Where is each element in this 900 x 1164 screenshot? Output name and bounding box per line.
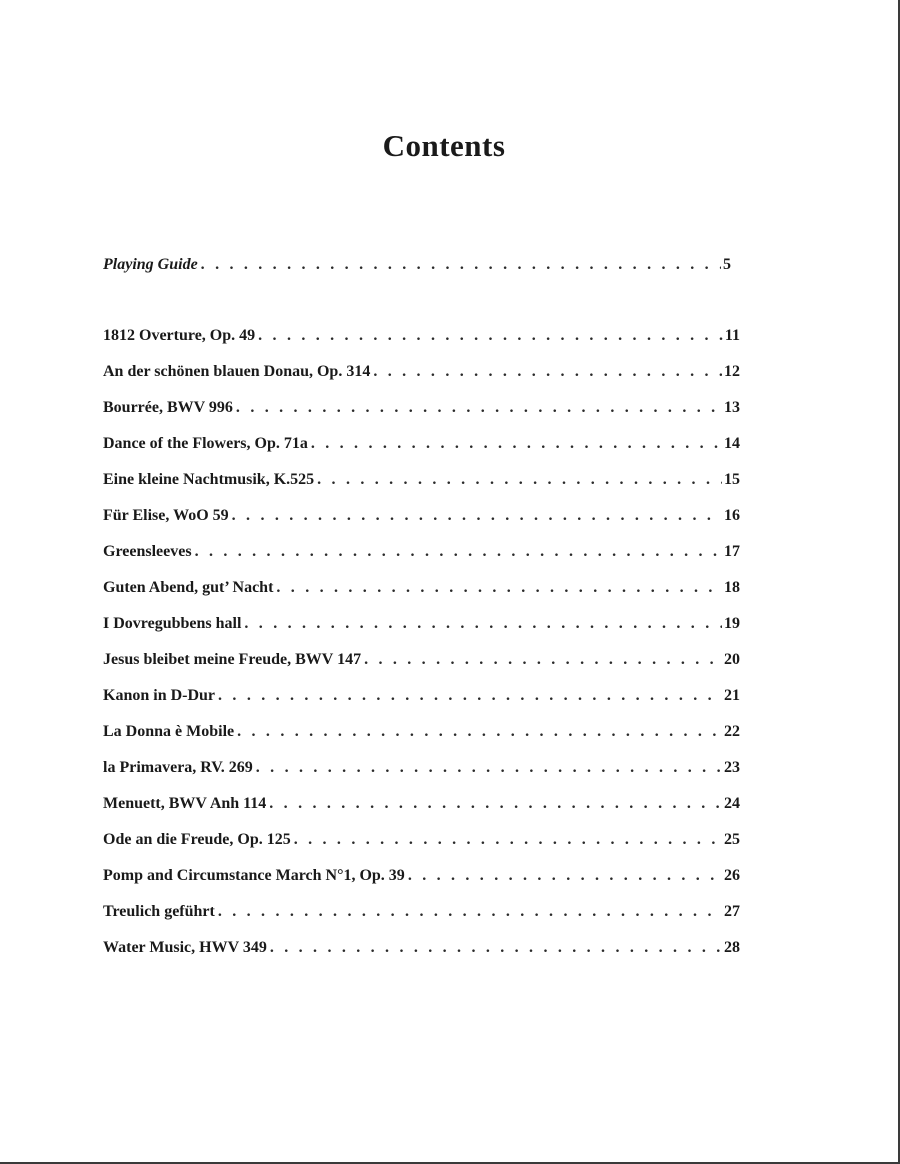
dot-leader	[232, 507, 722, 525]
entry-title: Treulich geführt	[103, 903, 215, 920]
page-number: 5	[723, 256, 731, 273]
toc-entry[interactable]	[103, 507, 740, 525]
dot-leader	[237, 723, 722, 741]
dot-leader	[311, 435, 722, 453]
page-number: 25	[724, 831, 740, 848]
dot-leader	[408, 867, 722, 885]
entry-title: la Primavera, RV. 269	[103, 759, 253, 776]
page-title: Contents	[382, 128, 506, 163]
toc-entry[interactable]	[103, 435, 740, 453]
dot-leader	[256, 759, 722, 777]
entry-title: Jesus bleibet meine Freude, BWV 147	[103, 651, 362, 668]
toc-entry[interactable]	[103, 363, 740, 381]
dot-leader	[276, 579, 722, 597]
dot-leader	[317, 471, 722, 489]
dot-leader	[269, 795, 722, 813]
dot-leader	[218, 687, 722, 705]
dot-leader	[195, 543, 722, 561]
toc-entry[interactable]	[103, 579, 740, 597]
dot-leader	[201, 256, 721, 274]
page-number: 18	[724, 579, 740, 596]
page-number: 20	[724, 651, 740, 668]
toc-entry[interactable]	[103, 651, 740, 669]
dot-leader	[294, 831, 722, 849]
page-number: 16	[724, 507, 740, 524]
toc-entry[interactable]	[103, 903, 740, 921]
entry-title: Eine kleine Nachtmusik, K.525	[103, 471, 315, 488]
entry-title: I Dovregubbens hall	[103, 615, 242, 632]
toc-entry[interactable]	[103, 795, 740, 813]
entry-title: Bourrée, BWV 996	[103, 399, 233, 416]
dot-leader	[236, 399, 722, 417]
dot-leader	[373, 363, 722, 381]
page-number: 27	[724, 903, 740, 920]
toc-entry[interactable]	[103, 759, 740, 777]
page-number: 24	[724, 795, 740, 812]
page-number: 28	[724, 939, 740, 956]
page-number: 11	[724, 327, 740, 344]
dot-leader	[258, 327, 723, 345]
toc-entry[interactable]	[103, 939, 740, 957]
toc-entry[interactable]	[103, 831, 740, 849]
entry-title: Guten Abend, gut’ Nacht	[103, 579, 274, 596]
page-number: 14	[724, 435, 740, 452]
entry-title: Pomp and Circumstance March N°1, Op. 39	[103, 867, 405, 884]
page-number: 19	[724, 615, 740, 632]
entry-title: Für Elise, WoO 59	[103, 507, 229, 524]
toc-entry[interactable]	[103, 687, 740, 705]
page-number: 17	[724, 543, 740, 560]
toc-entry[interactable]	[103, 543, 740, 561]
toc-entry[interactable]	[103, 327, 740, 345]
entry-title: Kanon in D-Dur	[103, 687, 216, 704]
toc-entry[interactable]	[103, 399, 740, 417]
page-number: 22	[724, 723, 740, 740]
page-number: 13	[724, 399, 740, 416]
entry-title: La Donna è Mobile	[103, 723, 235, 740]
page-number: 12	[724, 363, 740, 380]
dot-leader	[218, 903, 722, 921]
entry-title: An der schönen blauen Donau, Op. 314	[103, 363, 371, 380]
dot-leader	[364, 651, 722, 669]
entry-title: 1812 Overture, Op. 49	[103, 327, 256, 344]
entry-title: Dance of the Flowers, Op. 71a	[103, 435, 308, 452]
page-number: 21	[724, 687, 740, 704]
page-number: 15	[724, 471, 740, 488]
entry-title: Playing Guide	[103, 256, 198, 273]
entry-title: Ode an die Freude, Op. 125	[103, 831, 291, 848]
entry-title: Menuett, BWV Anh 114	[103, 795, 267, 812]
dot-leader	[244, 615, 722, 633]
toc-entry[interactable]	[103, 615, 740, 633]
toc-entry[interactable]	[103, 471, 740, 489]
toc-entry-playing-guide[interactable]	[103, 256, 731, 274]
page-number: 23	[724, 759, 740, 776]
toc-entry[interactable]	[103, 723, 740, 741]
entry-title: Water Music, HWV 349	[103, 939, 267, 956]
entry-title: Greensleeves	[103, 543, 192, 560]
page-number: 26	[724, 867, 740, 884]
dot-leader	[270, 939, 722, 957]
toc-entry[interactable]	[103, 867, 740, 885]
